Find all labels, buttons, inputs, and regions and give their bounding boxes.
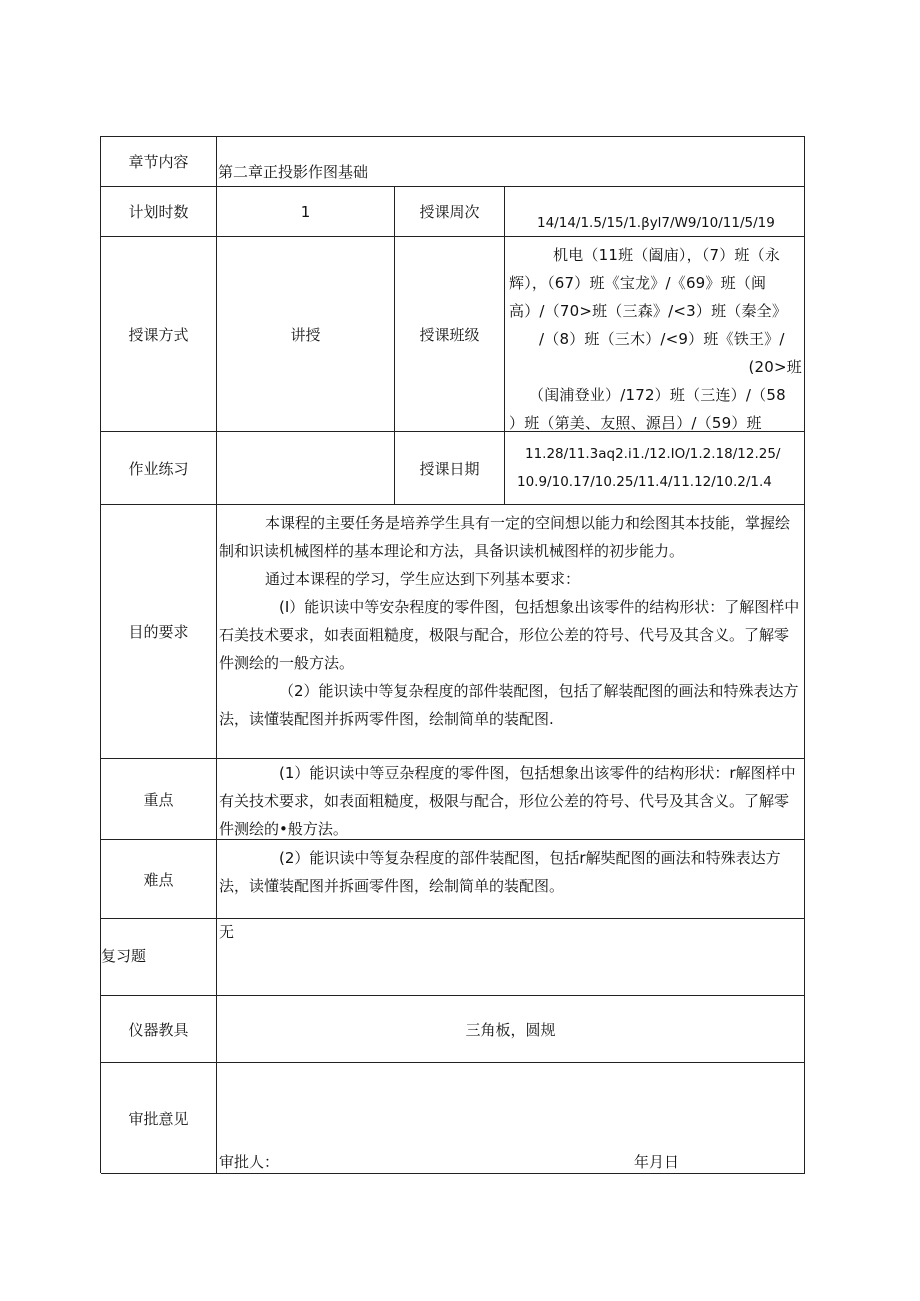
homework-label-cell: [101, 432, 217, 505]
hours-label-cell: [101, 187, 217, 237]
class-label-cell: [395, 237, 505, 432]
method-label: 授课方式: [128, 325, 189, 344]
approver-label: 审批人：: [219, 1153, 280, 1171]
class-line: （闺浦登业）/172）班（三连）/（58: [529, 386, 786, 404]
difficulty-paragraph: (2）能识读中等复杂程度的部件装配图，包括r解奘配图的画法和特殊表达方法，读懂装配图并拆画零件图，绘制简单的装配图。: [219, 849, 781, 895]
tools-label: 仪器教具: [128, 1020, 189, 1039]
date-line: 11.28/11.3aq2.i1./12.IO/1.2.18/12.25/: [525, 446, 781, 462]
difficulty-value-cell: [217, 840, 805, 919]
review-label: 复习题: [101, 947, 147, 965]
goal-paragraph: 通过本课程的学习，学生应达到下列基本要求：: [265, 570, 581, 588]
hours-value-cell: [217, 187, 395, 237]
hours-value: 1: [300, 202, 311, 221]
class-line: /（8）班（三木）/<9）班《铁王》/: [539, 330, 785, 348]
approval-date: 年月日: [634, 1153, 680, 1171]
goal-paragraph: 本课程的主要任务是培养学生具有一定的空间想以能力和绘图其本技能，掌握绘制和识读机械图样的基本理论和方法，具备识读机械图样的初步能力。: [219, 514, 791, 560]
date-value-cell: [505, 432, 805, 505]
goal-paragraph: （2）能识读中等复杂程度的部件装配图，包括了解装配图的画法和特殊表达方法，读懂装配图并拆两零件图，绘制简单的装配图.: [219, 682, 799, 728]
date-label: 授课日期: [419, 459, 480, 478]
class-value-cell: [505, 237, 805, 432]
hours-label: 计划时数: [128, 203, 189, 221]
difficulty-text: [219, 844, 800, 900]
key-value-cell: [217, 759, 805, 840]
approval-label: 审批意见: [128, 1109, 189, 1128]
class-list: [509, 241, 802, 437]
approval-value-cell: [217, 1063, 805, 1174]
difficulty-label-cell: [101, 840, 217, 919]
class-line: (20>班: [748, 358, 802, 376]
week-label-cell: [395, 187, 505, 237]
week-value: 14∕14∕1.5∕15∕1.βyl7/W9/10/11/5/19: [537, 215, 775, 231]
goal-label: 目的要求: [128, 623, 189, 641]
chapter-label: 章节内容: [128, 153, 189, 171]
review-label-cell: [101, 919, 217, 996]
chapter-label-cell: [101, 137, 217, 187]
tools-value: 三角板，圆规: [465, 1020, 556, 1039]
method-value: 讲授: [290, 325, 321, 344]
class-line: 机电（11班（阖庙），（7）班（永: [553, 246, 781, 264]
class-line: ）班（第美、友照、源吕）/（59）班: [509, 414, 762, 432]
review-value-cell: [217, 919, 805, 996]
class-line: 辉），（67）班《宝龙》/《69》班（闽: [509, 274, 767, 292]
key-label: 重点: [143, 790, 174, 809]
class-label: 授课班级: [419, 325, 480, 344]
date-line: 10.9/10.17/10.25/11.4/11.12/10.2/1.4: [517, 474, 772, 490]
method-value-cell: [217, 237, 395, 432]
goal-value-cell: [217, 505, 805, 759]
class-line: 高）/（70>班（三森》/<3）班（秦全》: [509, 302, 788, 320]
week-label: 授课周次: [419, 203, 480, 221]
tools-value-cell: [217, 996, 805, 1063]
key-label-cell: [101, 759, 217, 840]
lesson-plan-table: [100, 136, 805, 1173]
goal-text: [219, 509, 800, 733]
key-text: [219, 759, 800, 843]
week-value-cell: [505, 187, 805, 237]
homework-label: 作业练习: [128, 459, 189, 478]
tools-label-cell: [101, 996, 217, 1063]
date-label-cell: [395, 432, 505, 505]
chapter-value: 第二章正投影作图基础: [218, 163, 369, 181]
review-value: 无: [219, 923, 235, 941]
chapter-value-cell: [217, 137, 805, 187]
method-label-cell: [101, 237, 217, 432]
homework-value-cell: [217, 432, 395, 505]
approval-label-cell: [101, 1063, 217, 1174]
goal-label-cell: [101, 505, 217, 759]
key-paragraph: (1）能识读中等豆杂程度的零件图，包括想象出该零件的结构形状：r解图样中有关技术要求，如表面粗糙度，极限与配合，形位公差的符号、代号及其含义。了解零件测绘的•般方法。: [219, 764, 796, 838]
difficulty-label: 难点: [143, 870, 174, 889]
goal-paragraph: (I）能识读中等安杂程度的零件图，包括想象出该零件的结构形状：了解图样中石美技术要求，如表面粗糙度，极限与配合，形位公差的符号、代号及其含义。了解零件测绘的一般方法。: [219, 598, 800, 672]
